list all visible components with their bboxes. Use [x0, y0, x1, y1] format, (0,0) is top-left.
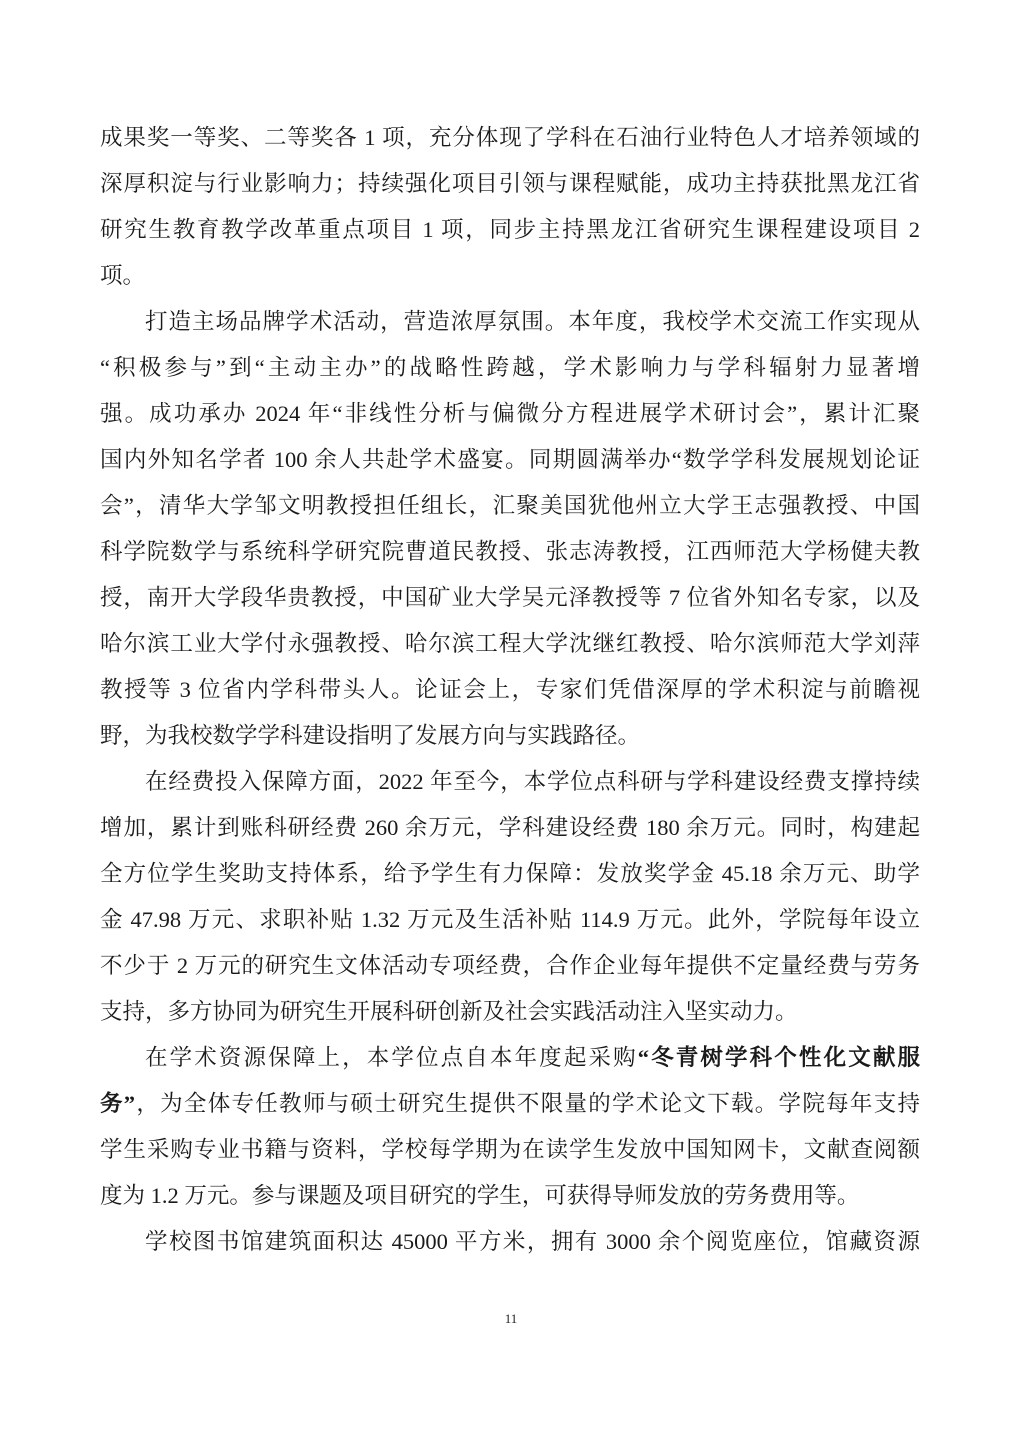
text-line — [100, 897, 920, 943]
text-line — [100, 345, 920, 391]
text-line — [100, 1173, 920, 1219]
text-segment: ，为全体专任教师与硕士研究生提供不限量的学术论文下载。学院每年支持 — [135, 1091, 920, 1116]
text-line — [100, 759, 920, 805]
text-line — [100, 805, 920, 851]
text-segment: 增加，累计到账科研经费 260 余万元，学科建设经费 180 余万元。同时，构建起 — [100, 815, 920, 840]
text-segment: 支持，多方协同为研究生开展科研创新及社会实践活动注入坚实动力。 — [100, 999, 798, 1024]
text-segment: 国内外知名学者 100 余人共赴学术盛宴。同期圆满举办“数学学科发展规划论证 — [100, 447, 920, 472]
text-line — [100, 667, 920, 713]
text-segment: 强。成功承办 2024 年“非线性分析与偏微分方程进展学术研讨会”，累计汇聚 — [100, 401, 920, 426]
text-line — [100, 529, 920, 575]
text-segment: 学生采购专业书籍与资料，学校每学期为在读学生发放中国知网卡，文献查阅额 — [100, 1137, 920, 1162]
text-line — [100, 299, 920, 345]
text-segment: 学校图书馆建筑面积达 45000 平方米，拥有 3000 余个阅览座位，馆藏资源 — [145, 1229, 920, 1254]
text-line — [100, 1081, 920, 1127]
text-line — [100, 989, 920, 1035]
text-segment: 项。 — [100, 263, 146, 288]
text-segment: 深厚积淀与行业影响力；持续强化项目引领与课程赋能，成功主持获批黑龙江省 — [100, 171, 920, 196]
text-line — [100, 115, 920, 161]
text-segment: 在学术资源保障上，本学位点自本年度起采购 — [145, 1045, 638, 1070]
text-line — [100, 253, 920, 299]
text-segment: 打造主场品牌学术活动，营造浓厚氛围。本年度，我校学术交流工作实现从 — [145, 309, 920, 334]
text-segment: 教授等 3 位省内学科带头人。论证会上，专家们凭借深厚的学术积淀与前瞻视 — [100, 677, 920, 702]
text-line — [100, 943, 920, 989]
text-segment: 授，南开大学段华贵教授，中国矿业大学吴元泽教授等 7 位省外知名专家，以及 — [100, 585, 920, 610]
text-line — [100, 483, 920, 529]
page-number: 11 — [504, 1311, 518, 1326]
text-line — [100, 1035, 920, 1081]
text-segment: 会”，清华大学邹文明教授担任组长，汇聚美国犹他州立大学王志强教授、中国 — [100, 493, 920, 518]
text-segment: 度为 1.2 万元。参与课题及项目研究的学生，可获得导师发放的劳务费用等。 — [100, 1183, 860, 1208]
text-line — [100, 161, 920, 207]
text-segment: 不少于 2 万元的研究生文体活动专项经费，合作企业每年提供不定量经费与劳务 — [100, 953, 920, 978]
text-segment: 哈尔滨工业大学付永强教授、哈尔滨工程大学沈继红教授、哈尔滨师范大学刘萍 — [100, 631, 920, 656]
text-line — [100, 437, 920, 483]
text-line — [100, 575, 920, 621]
text-segment: 金 47.98 万元、求职补贴 1.32 万元及生活补贴 114.9 万元。此外，学院每年设立 — [100, 907, 920, 932]
text-line — [100, 391, 920, 437]
text-segment: “积极参与”到“主动主办”的战略性跨越，学术影响力与学科辐射力显著增 — [100, 355, 920, 380]
text-line — [100, 207, 920, 253]
text-line — [100, 851, 920, 897]
text-line — [100, 1127, 920, 1173]
document-body — [100, 115, 920, 1265]
text-segment: 在经费投入保障方面，2022 年至今，本学位点科研与学科建设经费支撑持续 — [145, 769, 920, 794]
text-segment: 全方位学生奖助支持体系，给予学生有力保障：发放奖学金 45.18 余万元、助学 — [100, 861, 920, 886]
text-line — [100, 621, 920, 667]
text-line — [100, 1219, 920, 1265]
text-segment: 成果奖一等奖、二等奖各 1 项，充分体现了学科在石油行业特色人才培养领域的 — [100, 125, 920, 150]
text-segment: 科学院数学与系统科学研究院曹道民教授、张志涛教授，江西师范大学杨健夫教 — [100, 539, 920, 564]
bold-text: 务” — [100, 1091, 136, 1116]
text-segment: 研究生教育教学改革重点项目 1 项，同步主持黑龙江省研究生课程建设项目 2 — [100, 217, 920, 242]
bold-text: “冬青树学科个性化文献服 — [637, 1045, 920, 1070]
text-segment: 野，为我校数学学科建设指明了发展方向与实践路径。 — [100, 723, 641, 748]
text-line — [100, 713, 920, 759]
